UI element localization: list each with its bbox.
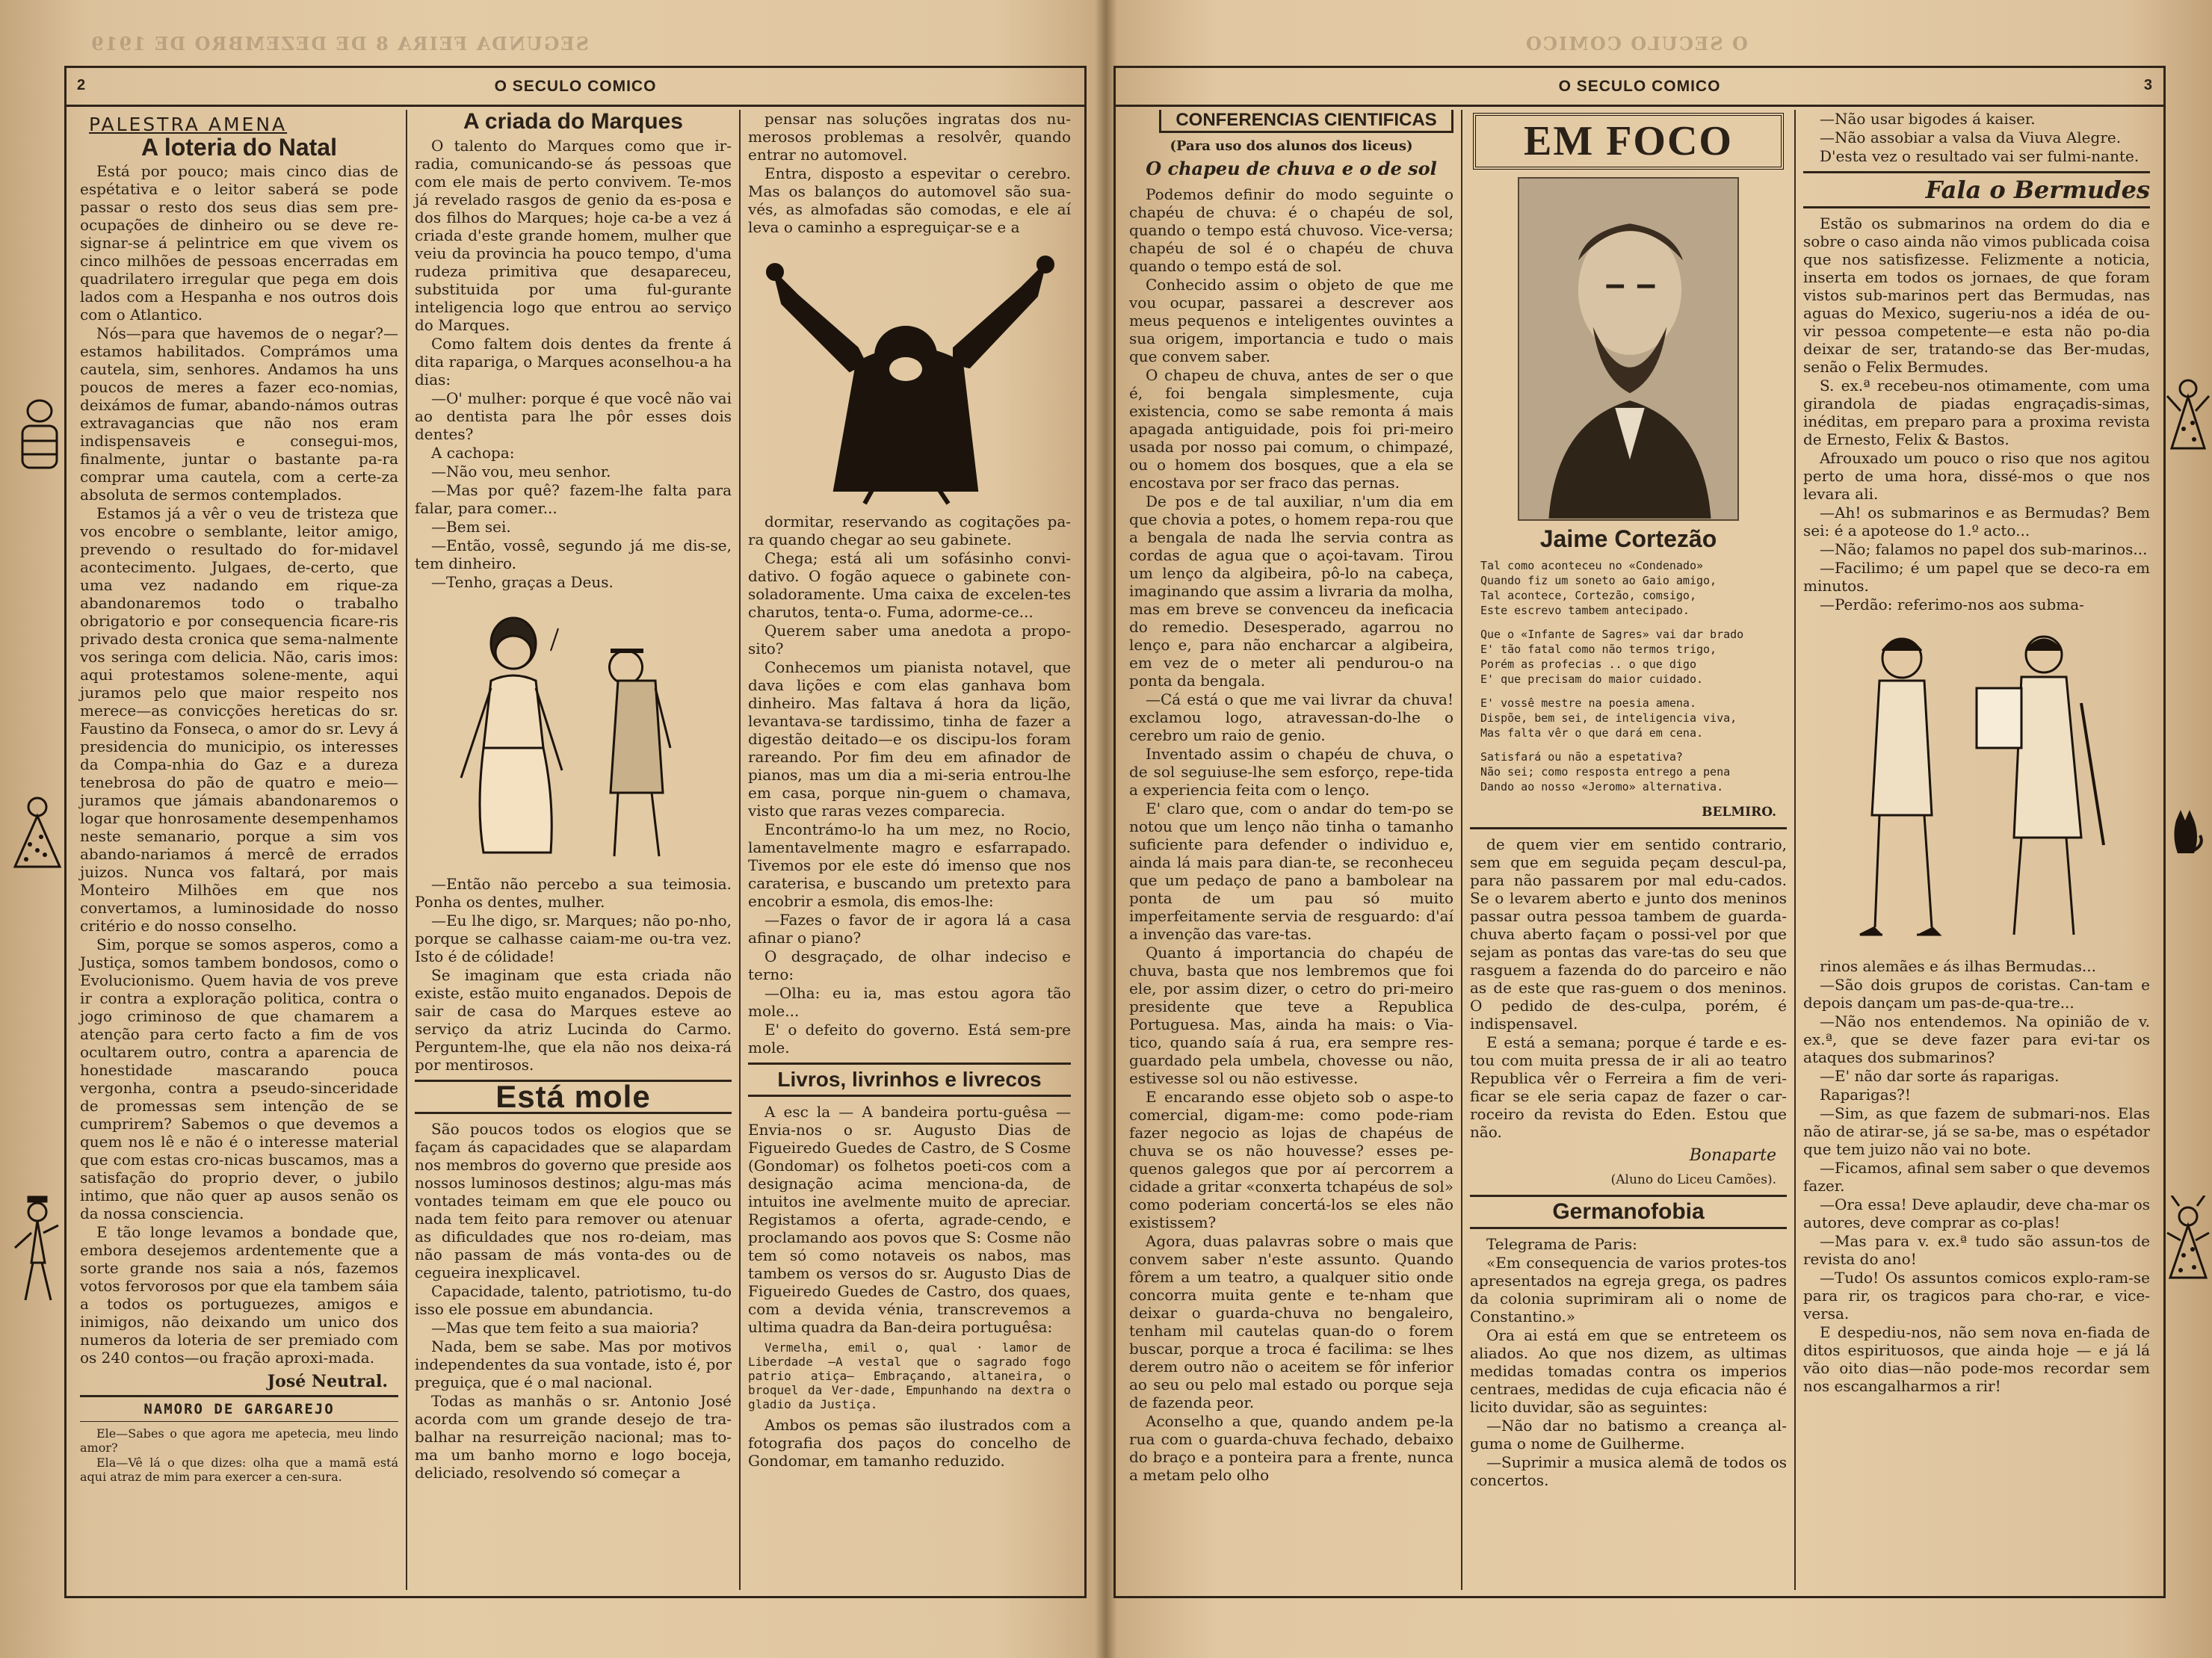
verse-gap bbox=[1480, 740, 1787, 749]
paragraph: —Bem sei. bbox=[431, 518, 511, 536]
paragraph: Está por pouco; mais cinco dias de espétativa e o leitor saberá se pode passar o resto dos seus dias sem pre-ocupações de dinheiro ou se deve re-signar-se á pelintrice em que vivem os cinco milhões de pessoas encerradas em quadrilatero irregular que pega em dois lados com a Hespanha e nos outros dois com o Atlantico. bbox=[80, 162, 398, 324]
paragraph: —Não assobiar a valsa da Viuva Alegre. bbox=[1820, 129, 2122, 146]
paragraph: Quanto á importancia do chapéu de chuva, basta que nos lembremos que foi ele, por assim dizer, o cetro do pri-meiro presidente que teve a Republica Portuguesa. Mas, ainda ha mais: o Via-tico, quando saía á rua, era sempre res-guardado pela umbela, chovesse ou não, estivesse sol ou não estivesse. bbox=[1129, 944, 1453, 1087]
paragraph: Nada, bem se sabe. Mas por motivos independentes da sua vontade, isto é, por preguiça, que é o mal nacional. bbox=[415, 1337, 732, 1391]
cat-doodle bbox=[2167, 807, 2205, 859]
paragraph: —Então, vossê, segundo já me dis-se, tem dinheiro. bbox=[415, 536, 732, 572]
paragraph: —Suprimir a musica alemã de todos os concertos. bbox=[1470, 1453, 1787, 1489]
paragraph: —Não usar bigodes á kaiser. bbox=[1820, 110, 2036, 128]
paragraph: —Ora essa! Deve aplaudir, deve cha-mar os autores, deve comprar as co-plas! bbox=[1803, 1195, 2150, 1231]
paragraph: —São dois grupos de coristas. Can-tam e depois dançam um pas-de-qua-tre... bbox=[1803, 976, 2150, 1012]
interview-illustration bbox=[1827, 621, 2126, 950]
paragraph: E está a semana; porque é tarde e es-tou com muita pressa de ir ali ao teatro Republica vêr o Ferreira a fim de veri-ficar se ele seria capaz de fazer o car-roceiro da revista do Eden. Estou que não. bbox=[1470, 1033, 1787, 1141]
paragraph: O talento do Marques como que ir-radia, comunicando-se ás pessoas que com ele mais de perto convivem. Te-mos já revelado rasgos de genio da es-posa e dos filhos do Marques; hoje ca-be a vez á criada d'este grande homem, mulher que veiu da provincia ha pouco tempo, d'uma rudeza primitiva que desapareceu, substituida por uma ful-gurante inteligencia logo que entrou ao serviço do Marques. bbox=[415, 137, 732, 334]
article-subtitle-chapeu: O chapeu de chuva e o de sol bbox=[1146, 158, 1437, 179]
paragraph: Chega; está ali um sofásinho convi-dativo. O fogão aquece o gabinete con-soladoramente. Uma caixa de excelen-tes charutos, tenta-o. Fuma, adorme-ce... bbox=[748, 549, 1071, 621]
article-title-loteria: A loteria do Natal bbox=[141, 134, 337, 161]
paragraph: Ambos os pemas são ilustrados com a fotografia dos paços do concelho de Gondomar, em tamanho reduzido. bbox=[748, 1416, 1071, 1470]
paragraph: De pos e de tal auxiliar, n'um dia em que chovia a potes, o homem repa-rou que a bengala de nada lhe servia contra as cordas de agua que o açoi-tavam. Tirou um lenço da algibeira, pô-lo na cabeça, imaginando que assim a livraria da molha, mas em breve se convenceu da ineficacia do remedio. Desesperado, agarrou no lenço e, para não encharcar a algibeira, em vez de o meter ali pendurou-o na ponta da bengala. bbox=[1129, 492, 1453, 690]
paragraph: —O' mulher: porque é que você não vai ao dentista para lhe pôr esses dois dentes? bbox=[415, 389, 732, 443]
paragraph: Ora ai está em que se entreteem os aliados. Ao que nos dizem, as ultimas medidas tomadas contra os imperios centraes, medidas de cuja eficacia não é licito duvidar, são as seguintes: bbox=[1470, 1326, 1787, 1416]
dotted-dress-doodle bbox=[7, 792, 66, 882]
paragraph: Inventado assim o chapéu de chuva, o de sol seguiuse-lhe sem esforço, repe-tida a experiencia feita com o lenço. bbox=[1129, 745, 1453, 799]
article-title-bermudes: Fala o Bermudes bbox=[1925, 176, 2150, 204]
verse-line: E' que precisam do maior cuidado. bbox=[1480, 672, 1704, 686]
paragraph: Como faltem dois dentes da frente á dita rapariga, o Marques aconselhou-a ha dias: bbox=[415, 335, 732, 389]
paragraph: —Não; falamos no papel dos sub-marinos... bbox=[1820, 540, 2148, 558]
ghost-header-left: SEGUNDA FEIRA 8 DE DEZEMBRO DE 1919 bbox=[90, 33, 590, 55]
paragraph: Afrouxado um pouco o riso que nos agitou perto de uma hora, dissé-mos o que nos levara ali. bbox=[1803, 449, 2150, 503]
paragraph: Encontrámo-lo ha um mez, no Rocio, lamentavelmente magro e esfarrapado. Tivemos por ele este dó imenso que nos caraterisa, e buscando um pretexto para encobrir a esmola, dis emos-lhe: bbox=[748, 820, 1071, 910]
verse-line: E' vossê mestre na poesia amena. bbox=[1480, 696, 1696, 710]
paragraph: Telegrama de Paris: bbox=[1486, 1235, 1637, 1253]
paragraph: pensar nas soluções ingratas dos nu-merosos problemas a resolvêr, quando entrar no automovel. bbox=[748, 110, 1071, 164]
section-rule bbox=[1470, 827, 1787, 829]
article-body-loteria bbox=[80, 162, 398, 1367]
paragraph: —Mas que tem feito a sua maioria? bbox=[431, 1319, 699, 1337]
paragraph: Aconselho a que, quando andem pe-la rua com o guarda-chuva fechado, debaixo do braço e a ponteira para a frente, nunca a metam pelo olho bbox=[1129, 1412, 1453, 1484]
paragraph: Conhecemos um pianista notavel, que dava lições e com elas ganhava bom dinheiro. Mas faltava á hora da lição, levantava-se tardissimo, tinha de fazer a digestão deitado—e os discipu-los foram rareando. Por fim deu em afinador de pianos, mas um dia a mi-seria entrou-lhe em casa, porque nin-guem o chamava, visto que raras vezes comparecia. bbox=[748, 658, 1071, 820]
kicker-palestra-amena: PALESTRA AMENA bbox=[89, 114, 288, 135]
paragraph: O chapeu de chuva, antes de ser o que é, foi bengala simplesmente, cuja existencia, como se sabe remonta á mais apagada antiguidade, pois foi pri-meiro usada por nosso pai comum, o chimpazé, ou o homem dos bosques, que a ela se encostava por ser fraco das pernas. bbox=[1129, 366, 1453, 492]
running-head-right bbox=[1116, 68, 2163, 107]
verse-line: Dando ao nosso «Jeromo» alternativa. bbox=[1480, 780, 1724, 794]
right-columns bbox=[1122, 110, 2157, 1590]
left-page-frame bbox=[64, 66, 1087, 1598]
paragraph: E despediu-nos, não sem nova en-fiada de ditos espirituosos, que ainda hoje — e já lá vão oito dias—não pode-mos recordar sem nos escangalharmos a rir! bbox=[1803, 1323, 2150, 1395]
section-rule bbox=[1470, 1195, 1787, 1197]
left-page bbox=[0, 0, 1099, 1658]
verse-gap bbox=[1480, 618, 1787, 627]
paragraph: Estamos já a vêr o veu de tristeza que vos encobre o semblante, leitor amigo, prevendo o resultado do for-midavel acontecimento. Julgaes, de-certo, que uma vez nadando em rique-za abandonaremos todo o trabalho obrigatorio e por consequencia ficare-ris privado desta cronica que sema-nalmente vos seringa com delicia. Não, caris imos: aqui protestamos solene-mente, aqui juramos pelo que maior respeito nos merece—as convicções hereticas do sr. Faustino da Fonseca, o amor do sr. Levy á presidencia do municipio, os interesses da Compa-nhia do Gaz e a dureza tenebrosa do pão de quatro e meio—juramos que jámais abandonaremos o logar que honrosamente desempenhamos neste semanario, porque a sim vos abando-nariamos á mercê de errados juizos. Nunca vos faltará, por mais Monteiro Milhões em que nos convertamos, a luminosidade do nosso critério e do nosso conselho. bbox=[80, 504, 398, 935]
right-col-2 bbox=[1461, 110, 1794, 1590]
paragraph: Conhecido assim o objeto de que me vou ocupar, passarei a descrever aos meus pequenos e inteligentes ouvintes a sua origem, importancia e tudo o mais que convem saber. bbox=[1129, 276, 1453, 365]
section-rule bbox=[748, 1095, 1071, 1097]
paragraph: Agora, duas palavras sobre o mais que convem saber n'este assunto. Quando fôrem a um teatro, a qualquer sitio onde concorra muita gente e te-nham que deixar o guarda-chuva no bengaleiro, tenham mil cautelas quan-do o forem buscar, porque a troca é facilima: se lhes derem outro não o aceitem se fôr inferior ao seu ou pelo mal estado ou porque seja de fazenda peor. bbox=[1129, 1232, 1453, 1411]
paragraph: São poucos todos os elogios que se façam ás capacidades que se alapardam nos membros do governo que preside aos nossos luminosos destinos; algu-mas más vontades teimam em que ele pouco ou nada tem feito para remover ou atenuar as dificuldades que nos ro-deiam, mas não passam de más vonta-des ou de cegueira inexplicavel. bbox=[415, 1120, 732, 1281]
left-columns bbox=[72, 110, 1078, 1590]
paragraph: —Não dar no batismo a creança al-guma o nome de Guilherme. bbox=[1470, 1417, 1787, 1453]
signature-jose-neutral: José Neutral. bbox=[267, 1372, 388, 1391]
paragraph: —Não nos entendemos. Na opinião de v. ex.ª, que se deve fazer para evi-tar os ataques dos submarinos? bbox=[1803, 1012, 2150, 1066]
verse-gap bbox=[1480, 687, 1787, 696]
paragraph: —Ficamos, afinal sem saber o que devemos fazer. bbox=[1803, 1159, 2150, 1195]
paragraph: —Não vou, meu senhor. bbox=[431, 463, 611, 480]
right-col-3 bbox=[1794, 110, 2157, 1590]
running-head-title: O SECULO COMICO bbox=[494, 77, 657, 95]
article-title-criada: A criada do Marques bbox=[463, 110, 683, 134]
left-col-2 bbox=[406, 110, 739, 1590]
article-title-conferencias: CONFERENCIAS CIENTIFICAS bbox=[1159, 110, 1453, 133]
box-title-namoro: NAMORO DE GARGAREJO bbox=[80, 1395, 398, 1422]
dancing-figure-doodle bbox=[2166, 374, 2211, 471]
left-col-3 bbox=[739, 110, 1078, 1590]
paragraph: E encarando esse objeto sob o aspe-to comercial, digam-me: como pode-riam fazer negocio as lojas de chapéus de chuva se os não houvesse? esses pe-quenos galegos que por aí percorrem a cidade a gritar «conxerta tchapéus de sol» como poderiam concertá-los se eles não existissem? bbox=[1129, 1088, 1453, 1231]
paragraph: —E' não dar sorte ás raparigas. bbox=[1820, 1067, 2060, 1085]
verse-line: Este escrevo tambem antecipado. bbox=[1480, 604, 1690, 617]
paragraph: A esc la — A bandeira portu-guêsa — Envia-nos o sr. Augusto Dias de Figueiredo Guedes de Castro, de S Cosme (Gondomar) os folhetos poeti-cos com a designação acima menciona-da, de intuitos ine avelmente muito de apreciar. Registamos a oferta, agrade-cendo, e proclamando aos povos que S: Cosme não tem só como notaveis os nabos, mas tambem os versos do sr. Augusto Dias de Figueiredo Guedes de Castro, dos quaes, com a devida vénia, transcrevemos a ultima quadra da Ban-deira portuguêsa: bbox=[748, 1103, 1071, 1336]
quatrain: Vermelha, emil o, qual · lamor de Liberdade —A vestal que o sagrado fogo patrio atiça— Embraçando, altaneira, o broquel da Ver-dade, Empunhando na dextra o gladio da Justiça. bbox=[748, 1340, 1071, 1411]
paragraph: S. ex.ª recebeu-nos otimamente, com uma girandola de piadas engraçadis-simas, inéditas, em preparo para a proxima revista de Ernesto, Felix & Bastos. bbox=[1803, 377, 2150, 448]
paragraph: Sim, porque se somos asperos, como a Justiça, somos tambem bondosos, como o Evolucionismo. Quem havia de vos preve ir contra a exploração politica, contra o jogo criminoso de que chamarem a atenção para certo facto a fim de vos ocultarem outro, contra a aparencia de honestidade mascarando pouca vergonha, contra a pseudo-sinceridade de promessas sem intenção de se cumprirem? Sabemos o que devemos a quem nos lê e não é o interesse material que com estas cro-nicas buscamos, mas a satisfação do proprio dever, o jubilo intimo, que não quer ap ausos senão os da nossa consciencia. bbox=[80, 935, 398, 1222]
paragraph: —Tudo! Os assuntos comicos explo-ram-se para rir, os tragicos para cho-rar, e vice-versa. bbox=[1803, 1269, 2150, 1323]
paragraph: Nós—para que havemos de o negar?—estamos habilitados. Comprámos uma cautela, sim, senhores. Andamos ha uns poucos de meres a fazer eco-nomias, deixámos de fumar, abando-námos outras extravagancias que não nos eram indispensaveis e consegui-mos, finalmente, juntar o bastante pa-ra comprar uma cautela, com a certe-za absoluta de sermos contemplados. bbox=[80, 324, 398, 504]
barrel-figure-doodle bbox=[13, 396, 66, 478]
verse-line: Satisfará ou não a espetativa? bbox=[1480, 750, 1683, 764]
paragraph: rinos alemães e ás ilhas Bermudas... bbox=[1820, 957, 2096, 975]
article-title-germanofobia: Germanofobia bbox=[1552, 1199, 1705, 1224]
paragraph: —Facilimo; é um papel que se deco-ra em minutos. bbox=[1803, 559, 2150, 595]
signature-bonaparte: Bonaparte bbox=[1689, 1146, 1776, 1165]
paragraph: dormitar, reservando as cogitações pa-ra quando chegar ao seu gabinete. bbox=[748, 513, 1071, 548]
maid-and-marques-illustration bbox=[431, 598, 715, 867]
right-page bbox=[1106, 0, 2212, 1658]
paragraph: Raparigas?! bbox=[1820, 1086, 1911, 1104]
verse-line: Quando fiz um soneto ao Gaio amigo, bbox=[1480, 574, 1717, 587]
verse-line: Dispõe, bem sei, de inteligencia viva, bbox=[1480, 711, 1737, 725]
paragraph: O desgraçado, de olhar indeciso e terno: bbox=[748, 947, 1071, 983]
paragraph: —Cá está o que me vai livrar da chuva! exclamou logo, atravessan-do-lhe o cerebro um raio de genio. bbox=[1129, 690, 1453, 744]
section-rule bbox=[748, 1062, 1071, 1065]
verse-line: Mas falta vêr o que dará em cena. bbox=[1480, 726, 1704, 740]
marching-figure-doodle bbox=[9, 1195, 64, 1308]
section-rule bbox=[1803, 171, 2150, 173]
paragraph: Estão os submarinos na ordem do dia e sobre o caso ainda não vimos publicada coisa que nos satisfizesse. Felizmente a noticia, inserta em todos os jornaes, de que foram vistos sub-marinos pert das Bermudas, nas aguas do Mexico, sugeriu-nos a idéa de ou-vir pessoa competente—e esta não po-dia deixar de ser, tratando-se das Ber-mudas, senão o Felix Bermudes. bbox=[1803, 214, 2150, 376]
verse-line: E' tão fatal como não termos trigo, bbox=[1480, 643, 1717, 656]
article-title-esta-mole: Está mole bbox=[495, 1079, 651, 1114]
ghost-header-right: O SECULO COMICO bbox=[1524, 33, 1748, 55]
right-col-1 bbox=[1122, 110, 1461, 1590]
paragraph: Querem saber uma anedota a propo-sito? bbox=[748, 622, 1071, 658]
paragraph: —Mas por quê? fazem-lhe falta para falar, para comer... bbox=[415, 481, 732, 517]
verse-line: Que o «Infante de Sagres» vai dar brado bbox=[1480, 628, 1744, 641]
paragraph: E' claro que, com o andar do tem-po se notou que um lenço não tinha o tamanho suficiente para defender o individuo e, ainda lá mais para dian-te, se reconheceu que um pedaço de pano a bambolear na ponta de um pau só muito imperfeitamente servia de resguardo: d'aí a invenção das vare-tas. bbox=[1129, 799, 1453, 943]
paragraph: —Tenho, graças a Deus. bbox=[431, 573, 614, 591]
paragraph: —Eu lhe digo, sr. Marques; não po-nho, porque se calhasse caiam-me ou-tra vez. Isto é de cólidade! bbox=[415, 912, 732, 965]
paragraph: E' o defeito do governo. Está sem-pre mole. bbox=[748, 1021, 1071, 1057]
page-number-right: 3 bbox=[2143, 77, 2153, 93]
paragraph: Todas as manhãs o sr. Antonio José acorda com um grande desejo de tra-balhar na resurreição nacional; mas to-ma um banho morno e logo boceja, deliciado, resolvendo só começar a bbox=[415, 1392, 732, 1482]
paragraph: de quem vier em sentido contrario, sem que em seguida peçam descul-pa, para não passarem por mal edu-cados. Se o levarem aberto e junto dos meninos passar outra pessoa tambem de guarda-chuva aberto façam o possi-vel por que sejam as pontas das vare-tas do seu que rasguem a fazenda do do parceiro e não as de este que ras-guem o dos meninos. O pedido de des-culpa, porém, é indispensavel. bbox=[1470, 835, 1787, 1033]
paragraph: —Olha: eu ia, mas estou agora tão mole... bbox=[748, 984, 1071, 1020]
article-subtitle: (Para uso dos alunos dos liceus) bbox=[1170, 138, 1413, 154]
paragraph: A cachopa: bbox=[431, 444, 515, 462]
article-title-livros: Livros, livrinhos e livrecos bbox=[777, 1068, 1042, 1091]
paragraph: —Ah! os submarinos e as Bermudas? Bem sei: é a apoteose do 1.º acto... bbox=[1803, 504, 2150, 539]
verse-block bbox=[1480, 558, 1787, 794]
sleeping-minister-illustration bbox=[753, 244, 1066, 505]
right-page-frame bbox=[1113, 66, 2166, 1598]
verse-line: Tal acontece, Cortezão, comsigo, bbox=[1480, 589, 1696, 602]
paragraph: Podemos definir do modo seguinte o chapéu de chuva: é o chapéu de sol, quando o tempo está chuvoso. Vice-versa; chapéu de sol é o chapéu de chuva quando o tempo está de sol. bbox=[1129, 185, 1453, 275]
section-title-em-foco: EM FOCO bbox=[1473, 113, 1784, 170]
paragraph: «Em consequencia de varios protes-tos apresentados na egreja grega, os padres da colonia suprimiram ali o nome de Constantino.» bbox=[1470, 1254, 1787, 1326]
dialog-line: Ela—Vê lá o que dizes: olha que a mamã está aqui atraz de mim para exercer a cen-sura. bbox=[80, 1456, 398, 1484]
paragraph: —Fazes o favor de ir agora lá a casa afinar o piano? bbox=[748, 911, 1071, 947]
portrait-photo bbox=[1518, 177, 1739, 521]
paragraph: —Então não percebo a sua teimosia. Ponha os dentes, mulher. bbox=[415, 875, 732, 911]
verse-line: Não sei; como resposta entrego a pena bbox=[1480, 765, 1731, 779]
verse-line: Porém as profecias .. o que digo bbox=[1480, 658, 1696, 671]
paragraph: D'esta vez o resultado vai ser fulmi-nante. bbox=[1820, 147, 2140, 165]
running-head-left bbox=[67, 68, 1084, 107]
left-col-1 bbox=[72, 110, 406, 1590]
section-rule bbox=[1803, 206, 2150, 208]
dialog-line: Ele—Sabes o que agora me apetecia, meu lindo amor? bbox=[80, 1426, 398, 1455]
running-head-title: O SECULO COMICO bbox=[1558, 77, 1721, 95]
paragraph: —Sim, as que fazem de submari-nos. Elas não de atirar-se, já se sa-be, mas o espétador que tem juizo não vai no bote. bbox=[1803, 1104, 2150, 1158]
verse-signature: BELMIRO. bbox=[1702, 805, 1776, 820]
jester-doodle bbox=[2164, 1195, 2212, 1300]
section-rule bbox=[1470, 1227, 1787, 1229]
paragraph: Entra, disposto a espevitar o cerebro. Mas os balanços do automovel são sua-vés, as almofadas são comodas, e ele aí leva o caminho a espreguiçar-se e a bbox=[748, 164, 1071, 236]
portrait-caption: Jaime Cortezão bbox=[1539, 525, 1717, 552]
paragraph: Se imaginam que esta criada não existe, estão muito enganados. Depois de sair de casa do Marques esteve ao serviço da atriz Lucinda do Carmo. Perguntem-lhe, que ela não nos deixa-rá por mentirosos. bbox=[415, 966, 732, 1074]
paragraph: —Mas para v. ex.ª tudo são assun-tos de revista do ano! bbox=[1803, 1232, 2150, 1268]
paragraph: —Perdão: referimo-nos aos subma- bbox=[1820, 596, 2084, 613]
page-number-left: 2 bbox=[77, 77, 87, 93]
verse-line: Tal como aconteceu no «Condenado» bbox=[1480, 559, 1704, 572]
paragraph: E tão longe levamos a bondade que, embora desejemos ardentemente que a sorte grande nos saia a nós, fazemos votos fervorosos por que ela tambem sáia a todos os portuguezes, amigos e inimigos, não deixando um unico dos numeros da loteria de ser premiado com os 240 contos—ou fração aproxi-mada. bbox=[80, 1223, 398, 1367]
signature-note: (Aluno do Liceu Camões). bbox=[1610, 1172, 1776, 1187]
paragraph: Capacidade, talento, patriotismo, tu-do isso ele possue em abundancia. bbox=[415, 1282, 732, 1318]
